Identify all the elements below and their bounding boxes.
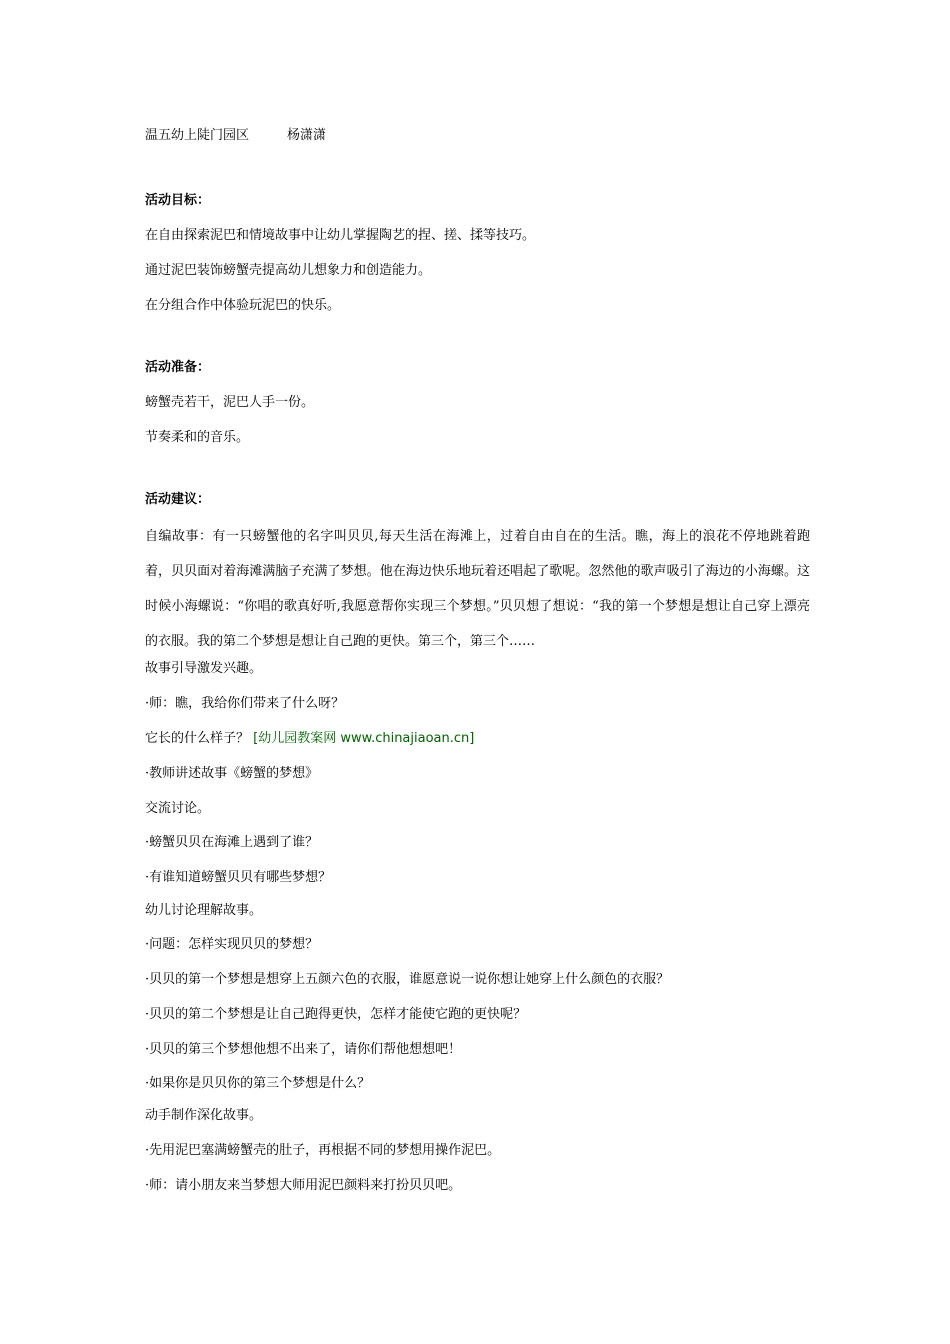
list-item bbox=[145, 730, 474, 748]
list-item: ·贝贝的第二个梦想是让自己跑得更快，怎样才能使它跑的更快呢？ bbox=[145, 1007, 527, 1022]
question-text: 它长的什么样子？ bbox=[145, 731, 250, 746]
prep-item: 螃蟹壳若干，泥巴人手一份。 bbox=[145, 395, 315, 410]
author-name: 杨潇潇 bbox=[287, 128, 327, 143]
list-item: ·如果你是贝贝你的第三个梦想是什么？ bbox=[145, 1076, 371, 1091]
header-line bbox=[145, 127, 326, 145]
list-item: ·教师讲述故事《螃蟹的梦想》 bbox=[145, 766, 319, 781]
list-item: ·贝贝的第三个梦想他想不出来了，请你们帮他想想吧！ bbox=[145, 1042, 462, 1057]
list-item: ·先用泥巴塞满螃蟹壳的肚子，再根据不同的梦想用操作泥巴。 bbox=[145, 1143, 501, 1158]
list-item: ·师：瞧，我给你们带来了什么呀？ bbox=[145, 696, 345, 711]
prep-item: 节奏柔和的音乐。 bbox=[145, 430, 250, 445]
list-item: ·师：请小朋友来当梦想大师用泥巴颜料来打扮贝贝吧。 bbox=[145, 1178, 462, 1193]
list-item: ·贝贝的第一个梦想是想穿上五颜六色的衣服，谁愿意说一说你想让她穿上什么颜色的衣服？ bbox=[145, 972, 670, 987]
school-name: 温五幼上陡门园区 bbox=[145, 128, 250, 143]
step-heading: 幼儿讨论理解故事。 bbox=[145, 903, 263, 918]
list-item: ·螃蟹贝贝在海滩上遇到了谁？ bbox=[145, 835, 319, 850]
list-item: ·有谁知道螃蟹贝贝有哪些梦想？ bbox=[145, 870, 332, 885]
goal-item: 在自由探索泥巴和情境故事中让幼儿掌握陶艺的捏、搓、揉等技巧。 bbox=[145, 228, 536, 243]
step-heading: 动手制作深化故事。 bbox=[145, 1108, 263, 1123]
goals-heading: 活动目标： bbox=[145, 193, 211, 208]
goal-item: 在分组合作中体验玩泥巴的快乐。 bbox=[145, 298, 341, 313]
goal-item: 通过泥巴装饰螃蟹壳提高幼儿想象力和创造能力。 bbox=[145, 263, 432, 278]
list-item: ·问题：怎样实现贝贝的梦想？ bbox=[145, 937, 319, 952]
story-paragraph: 自编故事：有一只螃蟹他的名字叫贝贝,每天生活在海滩上，过着自由自在的生活。瞧，海上的浪花不停地跳着跑着，贝贝面对着海滩满脑子充满了梦想。他在海边快乐地玩着还唱起了歌呢。忽然他的歌声吸引了海边的小海螺。这时候小海螺说：“你唱的歌真好听,我愿意帮你实现三个梦想。”贝贝想了想说：“我的第一个梦想是想让自己穿上漂亮的衣服。我的第二个梦想是想让自己跑的更快。第三个，第三个…… bbox=[145, 529, 810, 649]
site-link[interactable]: [幼儿园教案网 www.chinajiaoan.cn] bbox=[253, 731, 475, 746]
step-heading: 故事引导激发兴趣。 bbox=[145, 661, 263, 676]
step-heading: 交流讨论。 bbox=[145, 801, 211, 816]
prep-heading: 活动准备： bbox=[145, 360, 211, 375]
suggest-heading: 活动建议： bbox=[145, 492, 211, 507]
